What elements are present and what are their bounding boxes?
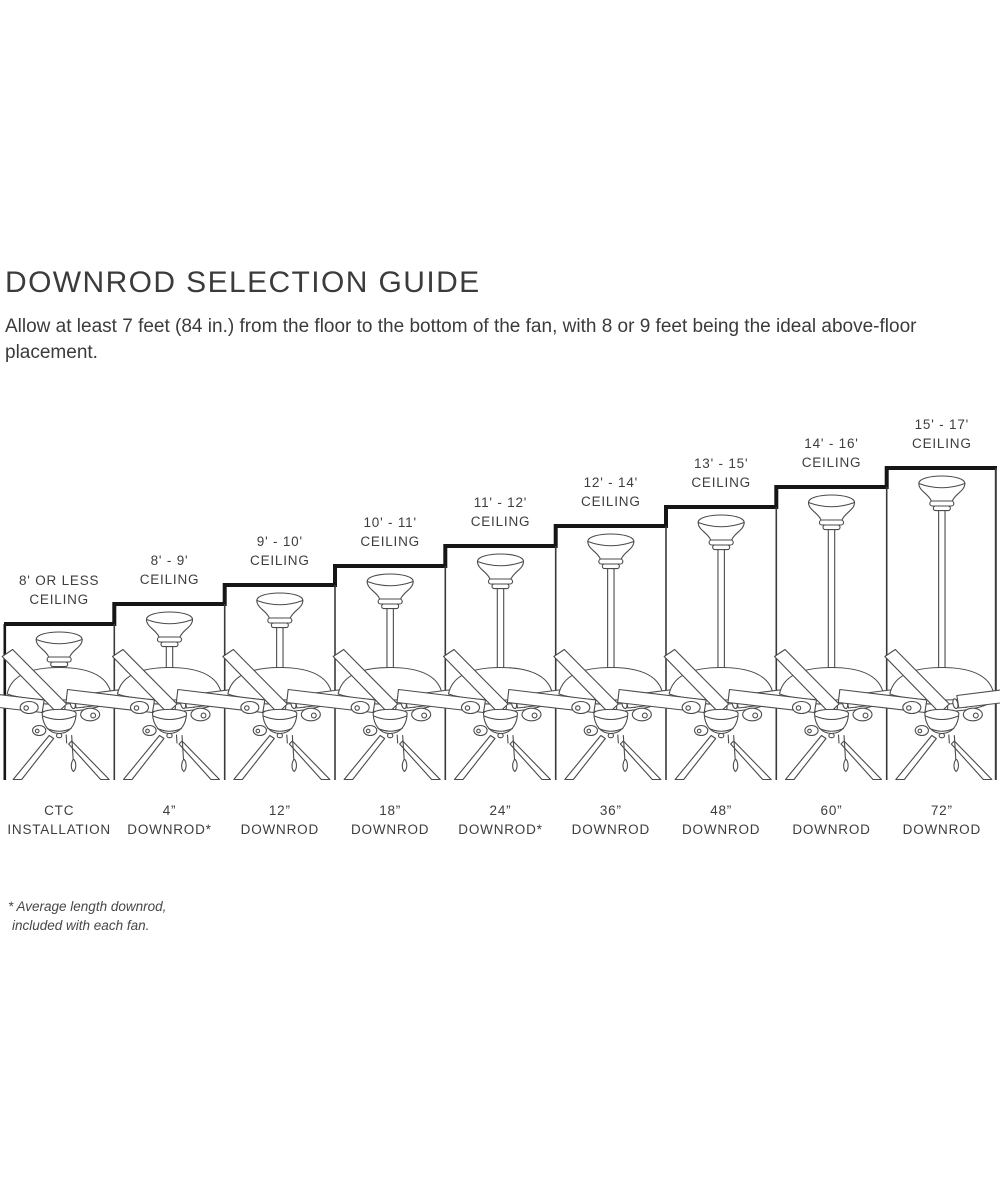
ceiling-label-line: 15' - 17' [914, 417, 970, 432]
downrod-label-line: 48” [710, 803, 733, 818]
downrod-label-line: DOWNROD [240, 822, 319, 837]
ceiling-label-line: CEILING [139, 572, 200, 587]
ceiling-label-line: 12' - 14' [583, 475, 639, 490]
ceiling-label-line: 10' - 11' [363, 515, 417, 530]
downrod-label-line: 12” [268, 803, 291, 818]
downrod-label-line: DOWNROD [571, 822, 650, 837]
ceiling-label-line: 9' - 10' [256, 534, 303, 549]
ceiling-label-line: CEILING [470, 514, 531, 529]
downrod-label-line: 4” [162, 803, 177, 818]
ceiling-label-line: 8' OR LESS [18, 573, 100, 588]
ceiling-label-line: CEILING [29, 592, 89, 607]
footnote-line-2: included with each fan. [12, 918, 150, 933]
downrod-label-line: DOWNROD [681, 822, 761, 837]
downrod-label-line: CTC [44, 803, 75, 818]
ceiling-label-line: 14' - 16' [804, 436, 859, 451]
downrod-label-line: DOWNROD [902, 822, 981, 837]
ceiling-label-line: CEILING [360, 534, 420, 549]
ceiling-label-line: 13' - 15' [693, 456, 749, 471]
downrod-label-line: 18” [379, 803, 402, 818]
downrod-label-line: DOWNROD* [127, 822, 212, 837]
ceiling-fan-illustration [507, 534, 714, 780]
ceiling-label-line: 8' - 9' [150, 553, 189, 568]
ceiling-label-line: CEILING [691, 475, 751, 490]
downrod-label-line: DOWNROD* [458, 822, 543, 837]
page-title: DOWNROD SELECTION GUIDE [5, 266, 481, 299]
footnote-line-1: * Average length downrod, [8, 899, 167, 914]
downrod-label-line: 72” [930, 803, 953, 818]
downrod-label [862, 801, 1000, 839]
intro-text: Allow at least 7 feet (84 in.) from the floor to the bottom of the fan, with 8 or 9 feet being the ideal above-floor placement. [5, 316, 917, 363]
footnote [8, 897, 166, 935]
ceiling-fan-illustration [728, 495, 935, 780]
downrod-label-line: 36” [599, 803, 622, 818]
downrod-label-line: 60” [820, 803, 843, 818]
ceiling-label-line: 11' - 12' [473, 495, 528, 510]
ceiling-label-line: CEILING [801, 455, 862, 470]
ceiling-label-line: CEILING [581, 494, 641, 509]
ceiling-fan-illustration [618, 515, 825, 780]
downrod-label-line: DOWNROD [792, 822, 871, 837]
downrod-label-line: DOWNROD [350, 822, 430, 837]
ceiling-label [862, 415, 1000, 453]
downrod-label-line: INSTALLATION [7, 822, 111, 837]
ceiling-label-line: CEILING [250, 553, 310, 568]
ceiling-fan-illustration [838, 476, 1000, 780]
downrod-label-line: 24” [489, 803, 512, 818]
ceiling-label-line: CEILING [912, 436, 972, 451]
